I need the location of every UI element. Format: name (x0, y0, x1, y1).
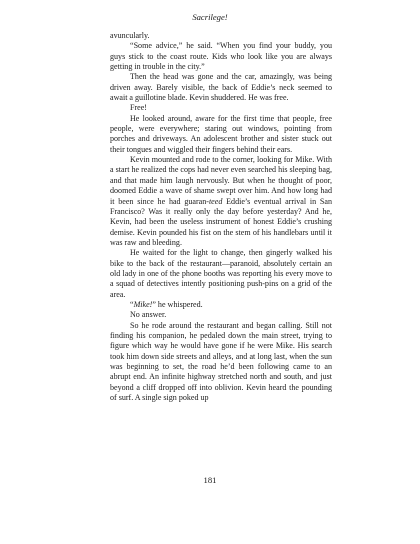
paragraph (110, 103, 332, 113)
italic-text: Mike! (133, 299, 153, 309)
text-run: No answer. (130, 310, 167, 320)
text-run: Kevin mounted and rode to the corner, looking for Mike. With a start he realized the cops had never even searched his sleeping bag, and that made him laugh nervously. But when he thought of poor, doomed Eddie a wave of shame swept over him. And how long had it been since he had guaran- (110, 155, 332, 206)
page-number: 181 (203, 475, 217, 485)
paragraph (110, 31, 332, 41)
paragraph (110, 321, 332, 404)
text-run: So he rode around the restaurant and began calling. Still not finding his companion, he pedaled down the main street, trying to figure which way he would have gone if he were Mike. His search took him down side streets and alleys, and at long last, when the sun was beginning to set, the road he’d been following came to an abrupt end. An infinite highway stretched north and south, and just beyond a cliff dropped off into oblivion. Kevin heard the pounding of surf. A single sign poked up (110, 320, 332, 403)
paragraph (110, 155, 332, 248)
italic-text: teed (208, 196, 223, 206)
paragraph (110, 300, 332, 310)
paragraph (110, 310, 332, 320)
text-run: Then the head was gone and the car, amazingly, was being driven away. Barely visible, the back of Eddie’s neck seemed to await a guillotine blade. Kevin shuddered. He was free. (110, 72, 332, 103)
text-run: He looked around, aware for the first time that people, free people, were everywhere; staring out windows, pointing from porches and driveways. An adolescent brother and sister stuck out their tongues and wiggled their fingers behind their ears. (110, 113, 332, 154)
body-text (110, 31, 332, 403)
text-run: ” he whispered. (152, 299, 203, 309)
paragraph (110, 248, 332, 300)
paragraph (110, 114, 332, 155)
text-run: Free! (130, 103, 147, 113)
running-head: Sacrilege! (192, 12, 228, 22)
paragraph (110, 72, 332, 103)
text-run: “ (130, 299, 134, 309)
text-run: Eddie’s eventual arrival in San Francisco? Was it really only the day before yesterday? And he, Kevin, had been the useless instrument of honest Eddie’s crushing demise. Kevin pounded his fist on the stem of his handlebars until it was raw and bleeding. (110, 196, 333, 247)
text-run: “Some advice,” he said. “When you find your buddy, you guys stick to the coast route. Kids who look like you are always getting in trouble in the city.” (110, 41, 332, 72)
text-run: avuncularly. (110, 31, 150, 40)
text-run: He waited for the light to change, then gingerly walked his bike to the back of the restaurant—paranoid, absolutely certain an old lady in one of the phone booths was reporting his every move to a squad of detectives intently positioning push-pins on a grid of the area. (110, 248, 332, 299)
paragraph (110, 41, 332, 72)
